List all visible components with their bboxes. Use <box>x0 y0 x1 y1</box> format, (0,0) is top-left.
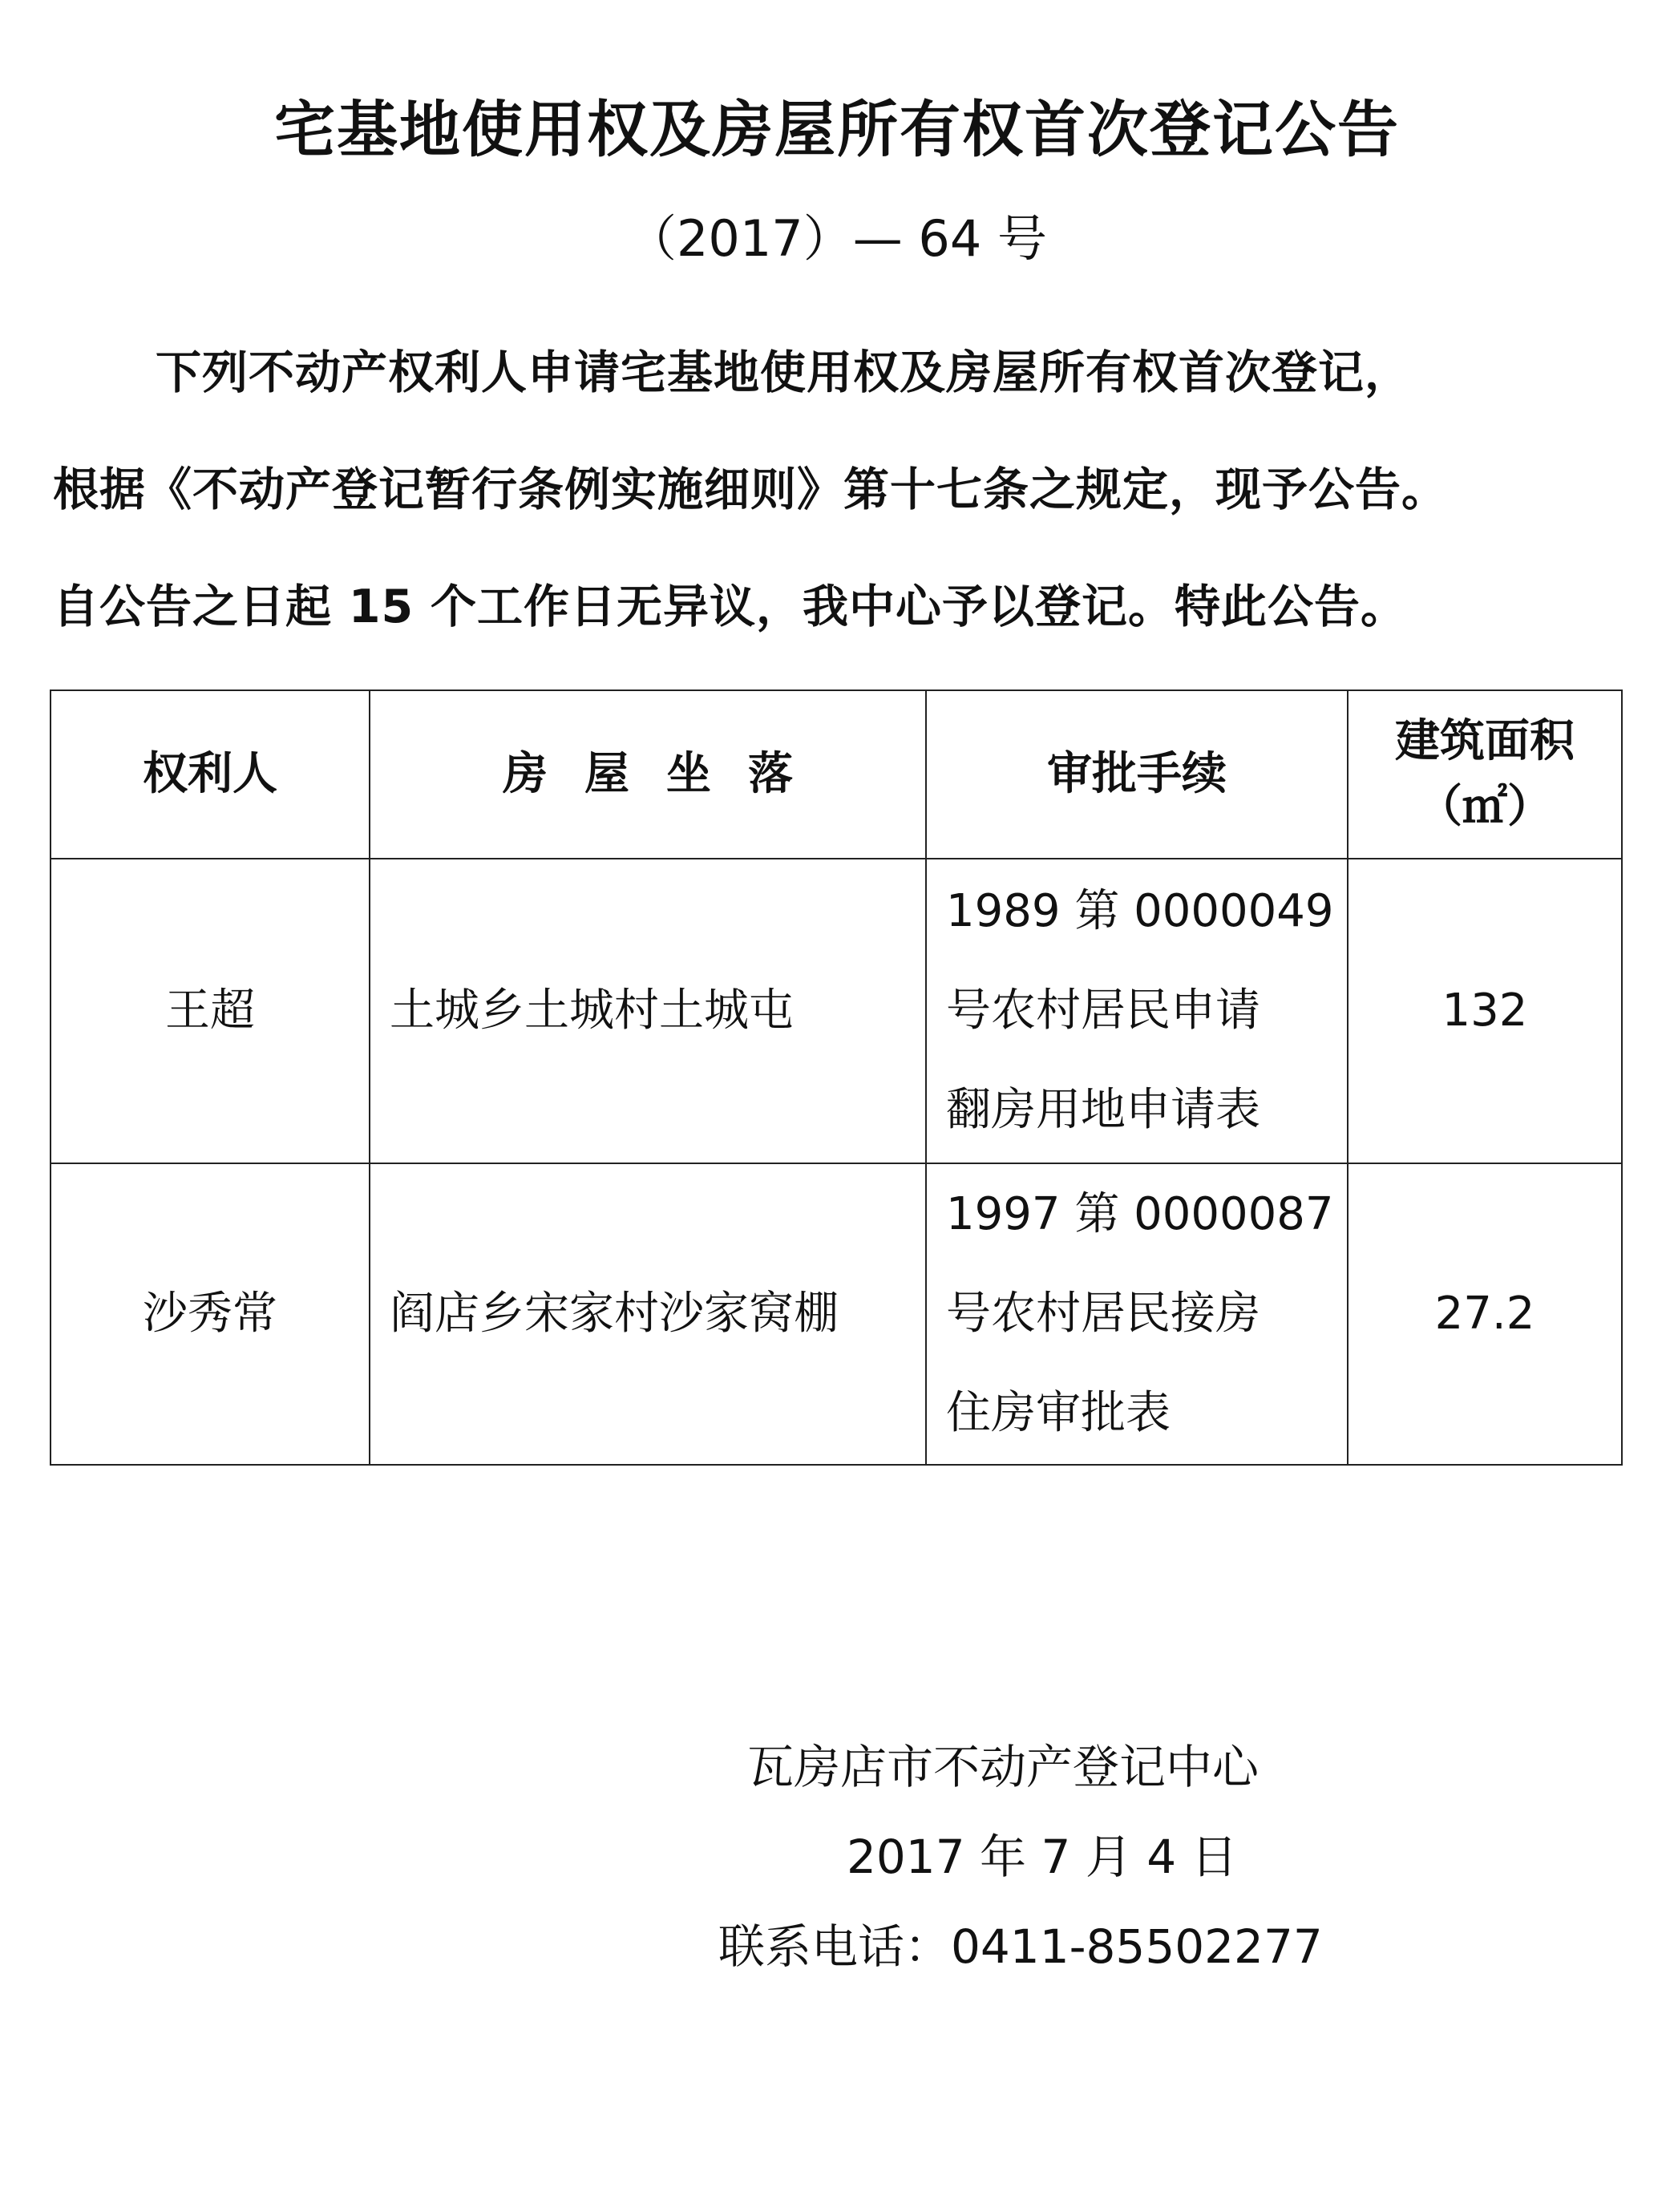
body-line: 根据《不动产登记暂行条例实施细则》第十七条之规定，现予公告。 <box>53 463 1448 516</box>
body-line: 自公告之日起 15 个工作日无异议，我中心予以登记。特此公告。 <box>53 580 1408 633</box>
contact-phone: 联系电话：0411-85502277 <box>718 1919 1323 1974</box>
header-holder: 权利人 <box>51 690 370 859</box>
body-line: 下列不动产权利人申请宅基地使用权及房屋所有权首次登记， <box>156 346 1411 399</box>
issue-date: 2017 年 7 月 4 日 <box>847 1830 1238 1884</box>
approval-line: 号农村居民接房 <box>946 1288 1260 1340</box>
approval-line: 号农村居民申请 <box>946 985 1260 1037</box>
document-number: （2017）— 64 号 <box>626 209 1048 268</box>
issuing-organization: 瓦房店市不动产登记中心 <box>747 1740 1260 1794</box>
registration-table <box>50 689 1623 1466</box>
cell-holder: 沙秀常 <box>51 1163 370 1465</box>
approval-line: 翻房用地申请表 <box>946 1084 1260 1136</box>
notice-title: 宅基地使用权及房屋所有权首次登记公告 <box>274 94 1400 165</box>
header-approval: 审批手续 <box>926 690 1348 859</box>
cell-area: 27.2 <box>1348 1163 1622 1465</box>
header-area-label: 建筑面积 <box>1395 715 1575 767</box>
notice-body <box>53 314 1624 665</box>
table-row <box>51 1163 1622 1465</box>
cell-approval <box>926 1163 1348 1465</box>
approval-line: 住房审批表 <box>946 1387 1171 1439</box>
header-location-label: 房屋坐落 <box>503 748 830 800</box>
header-area-unit: （㎡） <box>1417 781 1552 833</box>
cell-location: 阎店乡宋家村沙家窝棚 <box>370 1163 926 1465</box>
header-location <box>370 690 926 859</box>
cell-location: 土城乡土城村土城屯 <box>370 859 926 1163</box>
cell-area: 132 <box>1348 859 1622 1163</box>
table-header-row <box>51 690 1622 859</box>
signature-block <box>706 1722 1427 1992</box>
cell-holder: 王超 <box>51 859 370 1163</box>
approval-line: 1989 第 0000049 <box>946 885 1334 937</box>
table-row <box>51 859 1622 1163</box>
header-area <box>1348 690 1622 859</box>
cell-approval <box>926 859 1348 1163</box>
approval-line: 1997 第 0000087 <box>946 1188 1334 1240</box>
